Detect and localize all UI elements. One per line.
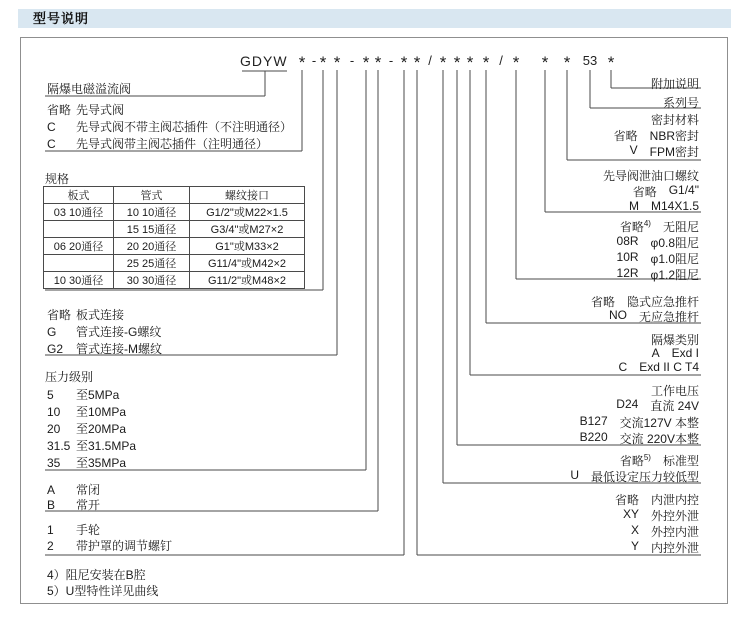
row-code: C [618,360,628,374]
row-code: 31.5 [47,439,71,453]
row-code: U [570,468,579,482]
variant-row [570,468,699,485]
row-code: M [628,199,639,213]
row-code: 省略 [47,308,72,322]
row-code: 省略 [47,103,72,117]
code-star: * [413,53,421,72]
control-row [623,507,699,524]
table-row: 25 25通径 G11/4"或M42×2 [44,255,305,272]
pilot-row [47,135,268,152]
voltage-row [616,397,699,414]
row-desc: φ1.0阻尼 [650,252,699,266]
col-header: 板式 [44,187,114,204]
connection-row [47,340,162,357]
row-desc: 至20MPa [76,422,127,436]
row-desc: 外控内泄 [650,525,699,539]
row-code: NO [608,308,627,322]
code-star: * [563,53,571,72]
row-code: XY [622,507,639,521]
damping-row [617,266,699,283]
code-star: * [298,53,306,72]
connection-row [47,306,124,323]
row-desc: 板式连接 [76,308,125,322]
row-code: 1 [47,523,54,537]
code-dash: - [349,53,355,68]
code-dash: - [311,53,317,68]
row-desc: M14X1.5 [650,199,699,213]
row-desc: 至5MPa [76,388,120,402]
row-code: X [630,523,639,537]
row-desc: 无应急推杆 [638,310,699,324]
row-desc: 隐式应急推杆 [626,295,699,309]
row-desc: 外控外泄 [650,509,699,523]
seal-header: 密封材料 [650,113,699,127]
voltage-row [580,414,699,431]
row-desc: 先导式阀 [76,103,125,117]
row-code: B127 [579,414,608,428]
valve-name-label: 隔爆电磁溢流阀 [47,82,132,96]
series-no-label: 系列号 [662,96,699,110]
row-desc: 至10MPa [76,405,127,419]
code-star: * [607,53,615,72]
row-code: 省略$^{5)}$ [619,453,651,468]
row-desc: 直流 24V [650,399,699,413]
row-code: 10R [616,250,639,264]
row-desc: 至31.5MPa [76,439,137,453]
row-code: 2 [47,539,54,553]
row-code: 35 [47,456,61,470]
code-star: * [453,53,461,72]
code-dash: - [388,53,394,68]
row-code: G [47,325,57,339]
row-desc: Exd II C T4 [639,360,699,374]
control-row [631,539,699,556]
pilot-drain-row [629,199,699,213]
pressure-row [47,386,119,403]
row-code: A [651,346,660,360]
row-desc: 最低设定压力较低型 [590,470,699,484]
control-row [615,491,699,508]
row-desc: 内控外泄 [650,541,699,555]
row-desc: Exd I [671,346,699,360]
code-star: * [362,53,370,72]
code-star: * [541,53,549,72]
row-code: 省略 [590,295,615,309]
code-star: * [333,53,341,72]
damping-row [617,234,699,251]
row-desc: FPM密封 [649,145,699,159]
variant-row [620,452,699,469]
row-desc: NBR密封 [649,129,699,143]
additional-note-label: 附加说明 [650,77,699,91]
row-desc: 管式连接-G螺纹 [76,325,162,339]
connection-row [47,323,161,340]
explosion-class-row [652,346,699,360]
row-code: 08R [616,234,639,248]
damping-row [617,250,699,267]
row-code: 省略$^{4)}$ [619,219,651,234]
pilot-drain-header: 先导阀泄油口螺纹 [602,169,699,183]
code-slash: / [428,53,432,68]
row-desc: 标准型 [662,454,699,468]
footnote-ref: 5) [643,453,651,462]
code-star: * [374,53,382,72]
code-star: * [439,53,447,72]
adjuster-row [47,521,100,538]
footnote: 5）U型特性详见曲线 [47,584,159,598]
pilot-drain-row [633,183,699,200]
valve-state-row [47,496,100,513]
code-star: * [400,53,408,72]
row-desc: 带护罩的调节螺钉 [76,539,173,553]
row-desc: 常闭 [76,483,101,497]
code-star: * [482,53,490,72]
emergency-row [609,308,699,325]
code-star: * [512,53,520,72]
explosion-class-row [619,360,699,374]
row-desc: φ1.2阻尼 [650,268,699,282]
row-desc: G1/4" [668,183,699,197]
row-code: V [629,143,638,157]
pilot-row [47,101,124,118]
row-code: B220 [579,430,608,444]
row-code: D24 [616,397,639,411]
code-slash: / [499,53,503,68]
row-code: 省略 [632,185,657,199]
voltage-row [580,430,699,447]
row-code: 省略 [614,493,639,507]
pressure-row [47,420,126,437]
row-desc: φ0.8阻尼 [650,236,699,250]
code-star: * [466,53,474,72]
seal-row [630,143,699,160]
table-row: 06 20通径 20 20通径 G1"或M33×2 [44,238,305,255]
damping-row [620,218,699,235]
table-header-row [44,187,305,204]
row-code: A [47,483,56,497]
code-star: * [319,53,327,72]
explosion-class-header: 隔爆类别 [650,333,699,347]
pilot-row [47,118,292,135]
col-header: 螺纹接口 [190,187,305,204]
row-desc: 交流127V 本整 [619,416,699,430]
page-title: 型号说明 [33,11,90,26]
table-row: 03 10通径 10 10通径 G1/2"或M22×1.5 [44,204,305,221]
table-row: 10 30通径 30 30通径 G11/2"或M48×2 [44,272,305,289]
row-code: G2 [47,342,64,356]
row-desc: 至35MPa [76,456,127,470]
pressure-row [47,437,136,454]
table-row: 15 15通径 G3/4"或M27×2 [44,221,305,238]
row-desc: 交流 220V本整 [619,432,699,446]
model-code-prefix: GDYW [240,53,288,69]
row-desc: 先导式阀带主阀芯插件（注明通径） [76,137,269,151]
seal-row [614,127,699,144]
footnote: 4）阻尼安装在B腔 [47,568,146,582]
pressure-label: 压力级别 [45,370,94,384]
row-desc: 手轮 [76,523,101,537]
control-row [631,523,699,540]
row-code: 20 [47,422,61,436]
row-code: Y [630,539,639,553]
code-series-number: 53 [582,53,598,68]
row-desc: 内泄内控 [650,493,699,507]
col-header: 管式 [114,187,190,204]
row-desc: 常开 [76,498,101,512]
spec-label: 规格 [45,172,70,186]
pressure-row [47,403,126,420]
row-desc: 无阻尼 [662,220,699,234]
pressure-row [47,454,126,471]
spec-table [43,186,305,289]
row-code: 10 [47,405,61,419]
row-desc: 先导式阀不带主阀芯插件（不注明通径） [76,120,293,134]
row-code: C [47,137,56,151]
footnote-ref: 4) [643,219,651,228]
row-code: B [47,498,56,512]
row-code: 5 [47,388,54,402]
row-desc: 管式连接-M螺纹 [76,342,162,356]
row-code: 12R [616,266,639,280]
row-code: 省略 [613,129,638,143]
row-code: C [47,120,56,134]
voltage-header: 工作电压 [650,384,699,398]
adjuster-row [47,537,172,554]
